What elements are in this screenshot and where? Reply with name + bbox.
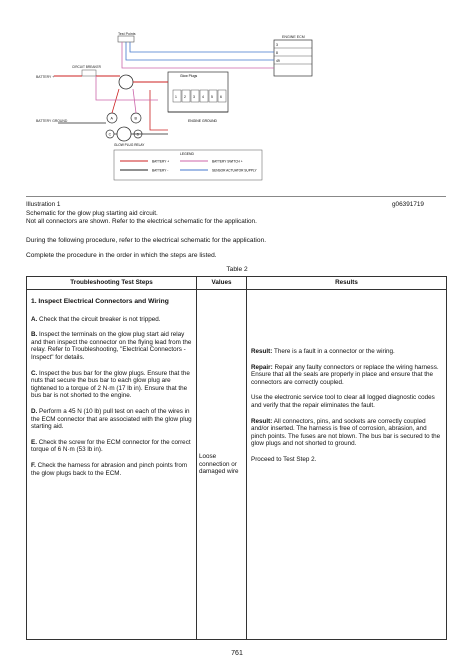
legend-title: LEGEND (180, 152, 194, 156)
page-number: 761 (231, 650, 243, 657)
svg-text:A: A (110, 116, 113, 121)
battery-ground-label: BATTERY GROUND (36, 119, 68, 123)
result-item: Result: There is a fault in a connector or the wiring. (251, 348, 395, 355)
svg-text:BATTERY SWITCH +: BATTERY SWITCH + (212, 159, 243, 164)
svg-text:8: 8 (276, 51, 278, 55)
circuit-breaker-label: CIRCUIT BREAKER (72, 65, 101, 69)
svg-text:D: D (136, 132, 140, 137)
result-item: Repair: Repair any faulty connectors or replace the wiring harness. Ensure that all the seals are properly in place and ensure that the connectors are correctly coupled. (251, 363, 439, 386)
svg-text:6: 6 (220, 95, 222, 99)
svg-text:1: 1 (175, 95, 177, 99)
test-points-label: Test Points (118, 32, 136, 36)
svg-text:C: C (108, 132, 112, 137)
svg-text:5: 5 (211, 95, 213, 99)
step-item: F. Check the harness for abrasion and pinch points from the glow plugs back to the ECM. (31, 461, 188, 477)
caption-line-1: Schematic for the glow plug starting aid circuit. (26, 210, 158, 217)
result-item: Use the electronic service tool to clear all logged diagnostic codes and verify that the repair eliminates the fault. (251, 394, 435, 409)
svg-text:3: 3 (276, 43, 278, 47)
svg-text:4: 4 (202, 95, 204, 99)
svg-text:2: 2 (184, 95, 186, 99)
glow-plug-cells (173, 90, 226, 102)
value-cell: Loose connection or damaged wire (197, 290, 247, 640)
figure-id: g06391719 (392, 201, 424, 208)
svg-text:B: B (134, 116, 137, 121)
table-row (27, 290, 447, 640)
table-title: Table 2 (226, 266, 248, 273)
engine-ground-label: ENGINE GROUND (188, 119, 218, 123)
step-heading: 1. Inspect Electrical Connectors and Wiring (31, 298, 169, 305)
header-results: Results (247, 277, 447, 290)
svg-text:BATTERY -: BATTERY - (152, 168, 169, 173)
engine-ecm-label: ENGINE ECM (282, 35, 305, 39)
order-paragraph: Complete the procedure in the order in which the steps are listed. (26, 252, 217, 259)
glow-plug-relay-label: GLOW PLUG RELAY (114, 143, 145, 147)
glow-plug-schematic (30, 30, 325, 190)
intro-paragraph: During the following procedure, refer to the electrical schematic for the application. (26, 237, 267, 244)
svg-text:BATTERY +: BATTERY + (152, 159, 170, 164)
illustration-label: Illustration 1 (26, 201, 61, 208)
step-item: E. Check the screw for the ECM connector for the correct torque of 6 N·m (53 lb in). (31, 438, 191, 454)
troubleshooting-table (26, 276, 447, 640)
glow-plugs-label: Glow Plugs (180, 74, 198, 78)
step-item: B. Inspect the terminals on the glow plug start aid relay and then inspect the connector on the flying lead from the relay. Refer to Troubleshooting, "Electrical Connectors - Inspect" for details. (31, 331, 192, 361)
caption-line-2: Not all connectors are shown. Refer to the electrical schematic for the application. (26, 218, 257, 225)
battery-plus-label: BATTERY + (36, 75, 55, 79)
svg-text:49: 49 (276, 59, 280, 63)
result-item: Proceed to Test Step 2. (251, 455, 317, 463)
step-item: C. Inspect the bus bar for the glow plugs. Ensure that the nuts that secure the bus bar to each glow plug are tightened to a torque of 2 N·m (17 lb in). Ensure that the bus bar is not shorted to the engine. (31, 369, 190, 400)
header-steps: Troubleshooting Test Steps (27, 277, 197, 290)
step-cell (27, 290, 197, 640)
result-item: Result: All connectors, pins, and sockets are correctly coupled and/or inserted. The harness is free of corrosion, abrasion, and pinch points. The fuses are not blown. The bus bar is secured to the glow plugs and not shorted to ground. (251, 417, 441, 448)
result-cell (247, 290, 447, 640)
step-item: D. Perform a 45 N (10 lb) pull test on each of the wires in the ECM connector that are associated with the glow plug starting aid. (31, 407, 192, 431)
caption-top-rule (26, 196, 446, 197)
svg-text:SENSOR ACTUATOR SUPPLY: SENSOR ACTUATOR SUPPLY (212, 168, 257, 173)
header-values: Values (197, 277, 247, 290)
svg-text:3: 3 (193, 95, 195, 99)
step-item: A. Check that the circuit breaker is not tripped. (31, 315, 161, 323)
table-header-row (27, 277, 447, 290)
